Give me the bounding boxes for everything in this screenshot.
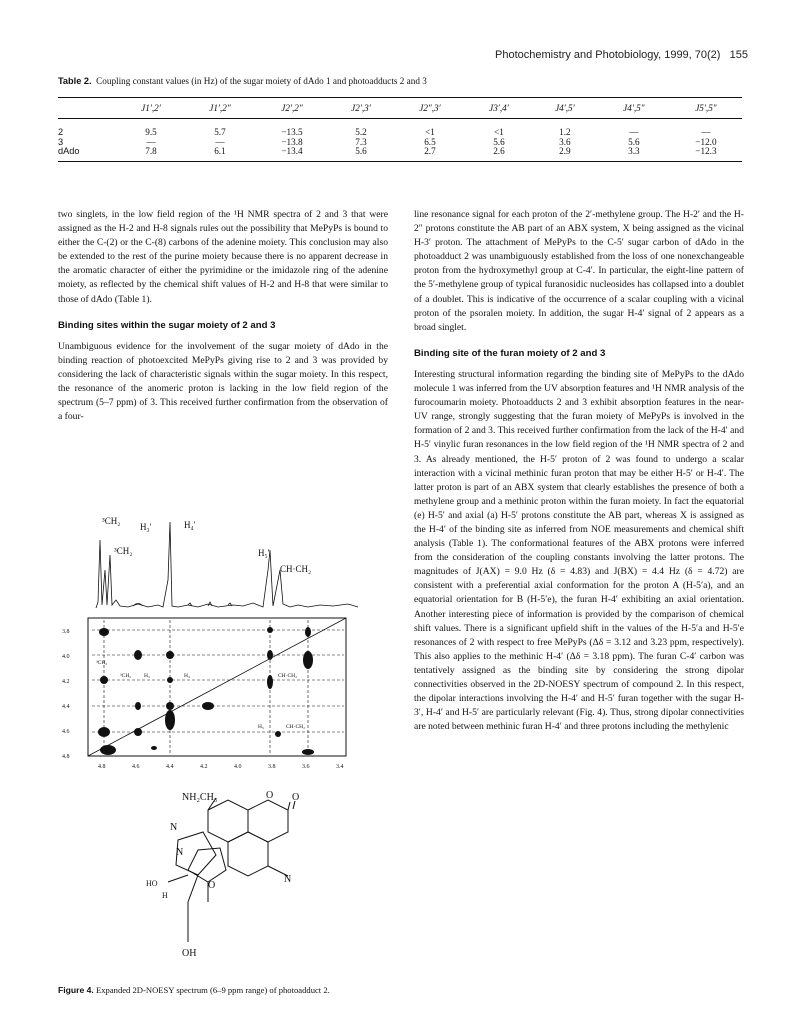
- structure-atom-label: HO: [146, 879, 158, 888]
- table-cell: 1.2: [559, 127, 571, 137]
- x-tick-label: 3.4: [336, 764, 344, 770]
- table-bottom-rule: [58, 161, 742, 162]
- table-cell: 5.7: [214, 127, 226, 137]
- table-caption-text: Coupling constant values (in Hz) of the sugar moiety of dAdo 1 and photoadducts 2 and 3: [96, 76, 427, 86]
- y-tick-label: 4.8: [62, 754, 70, 760]
- table-cell: <1: [494, 127, 504, 137]
- peak-label: ³CH₂: [102, 516, 121, 526]
- peak-label: CH·CH₂: [280, 564, 312, 574]
- y-axis-ticks: [62, 629, 70, 760]
- section-heading: Binding sites within the sugar moiety of 2 and 3: [58, 319, 276, 331]
- table-header-cell: J3′,4′: [489, 103, 509, 114]
- noesy-figure: [58, 510, 388, 980]
- row-label: dAdo: [58, 146, 80, 156]
- peak-label: H₃′: [140, 522, 152, 532]
- x-tick-label: 4.2: [200, 764, 208, 770]
- table-cell: 5.6: [628, 136, 640, 147]
- table-cell: 2.6: [493, 146, 505, 156]
- spectrum-peak-labels: [102, 516, 311, 574]
- journal-citation: Photochemistry and Photobiology, 1999, 70(2): [495, 49, 721, 61]
- table-header-cell: J2′,2″: [281, 103, 303, 114]
- contour-inner-labels: [96, 660, 305, 730]
- projection-spectrum: [96, 522, 358, 608]
- running-head: [495, 49, 748, 61]
- structure-atom-label: N: [176, 847, 184, 858]
- table-cell: −13.4: [281, 146, 303, 156]
- table-header-cell: J2′,3′: [351, 103, 371, 114]
- structure-atom-label: NH₂CH₃: [182, 792, 218, 803]
- table-cell: −12.0: [695, 136, 717, 147]
- table-cell: —: [629, 127, 639, 137]
- table-cell: 2.9: [559, 146, 571, 156]
- peak-label: H₅′: [258, 548, 270, 558]
- chemical-structure: [168, 798, 295, 942]
- table-cell: −13.8: [281, 136, 303, 147]
- left-column: [58, 208, 388, 430]
- table-header-cell: J4′,5′: [555, 103, 575, 114]
- cross-peaks: [98, 627, 314, 755]
- structure-atom-label: N: [284, 874, 292, 885]
- structure-labels: [146, 790, 299, 959]
- y-tick-label: 4.4: [62, 704, 70, 710]
- table-cell: —: [146, 136, 156, 147]
- contour-label: ³CH₂: [96, 660, 108, 666]
- x-tick-label: 4.4: [166, 764, 174, 770]
- x-tick-label: 4.6: [132, 764, 140, 770]
- page-number: 155: [729, 49, 748, 61]
- table-row: [58, 147, 742, 157]
- structure-atom-label: N: [170, 822, 178, 833]
- table-cell: —: [215, 136, 225, 147]
- y-tick-label: 4.6: [62, 729, 70, 735]
- table-cell: <1: [425, 127, 435, 137]
- row-label: 3: [58, 136, 64, 147]
- table-cell: 3.3: [628, 146, 640, 156]
- table-cell: 6.5: [424, 136, 436, 147]
- table-caption: [58, 76, 427, 86]
- y-tick-label: 4.0: [62, 654, 70, 660]
- body-paragraph: line resonance signal for each proton of the 2′-methylene group. The H-2′ and the H-2″ protons constitute the AB part of an ABX system, X being assigned as the vicinal H-3′ proton. The attachment of MePyPs to the C-5′ sugar carbon of dAdo in the photoadduct 2 was unambiguously established from the loss of one nonexchangeable proton from the hydroxymethyl group at C-4′. In particular, the eight-line pattern of the 5′-methylene group of typical furanosidic nucleosides has collapsed into a doublet of a doublet. This is indicative of the occurrence of a scalar coupling with a vicinal proton of the psoralen moiety. In addition, the sugar H-4′ signal of 2 appears as a broad singlet.: [414, 209, 744, 333]
- body-paragraph: Unambiguous evidence for the involvement of the sugar moiety of dAdo in the binding reaction of photoexcited MePyPs giving rise to 2 and 3 was provided by considering the lack of characteristic signals within the sugar moiety. In this respect, the resonance of the anomeric proton is lacking in the low field region of the spectrum (5–7 ppm) of 3. This received further confirmation from the observation of a four-: [58, 340, 388, 423]
- table-corner-cell: [58, 100, 118, 118]
- contour-label: H₅: [258, 724, 264, 730]
- peak-label: H₄′: [184, 520, 196, 530]
- structure-atom-label: O: [266, 790, 274, 801]
- figure-caption: [58, 985, 388, 996]
- table-label: Table 2.: [58, 76, 92, 86]
- structure-atom-label: H: [162, 891, 168, 900]
- y-tick-label: 4.2: [62, 679, 70, 685]
- table-cell: 2.7: [424, 146, 436, 156]
- table-header-cell: J4′,5″: [623, 103, 645, 114]
- table-cell: 5.6: [493, 136, 505, 147]
- table-top-rule: [58, 97, 742, 98]
- x-axis-ticks: [98, 764, 344, 770]
- contour-label: CH·CH₂: [278, 673, 298, 679]
- x-tick-label: 4.8: [98, 764, 106, 770]
- body-paragraph: two singlets, in the low field region of the ¹H NMR spectra of 2 and 3 that were assigned as the H-2 and H-8 signals rules out the possibility that MePyPs is bound to either the C-(2) or the C-(8) carbons of the adenine moiety. This conclusion may also be extended to the rest of the purine moiety because there is no apparent decrease in the aromatic character of either the pyrimidine or the imidazole ring of the adenine moiety, as reflected by the chemical shift values of H-2 and H-8 that were similar to those of dAdo (Table 1).: [58, 209, 388, 305]
- body-paragraph: Interesting structural information regarding the binding site of MePyPs to the dAdo molecule 1 was inferred from the UV absorption features and ¹H NMR analysis of the furocoumarin moiety. Photoadducts 2 and 3 exhibit absorption features in the near-UV range, strongly suggesting that the furan moiety of MePyPs is involved in the formation of 2 and 3. This received further confirmation from the lack of the H-4′ and H-5′ vinylic furan resonances in the low field region of the ¹H NMR spectra of 2 and 3. As already mentioned, the H-5′ proton of 2 was found to undergo a scalar interaction with a vicinal methinic furan proton that may be either H-5′ or H-4′. The latter proton is part of an ABX system that clearly establishes the presence of both a methylene group and a methinic proton within the furan moiety. In fact the equatorial (e) H-5′ and axial (a) H-5′ protons constitute the AB part, whereas X is assigned as the H-4′ of the binding site as inferred from NOE measurements and chemical shift analysis (Table 1). The conformational features of the ABX protons were inferred from the consideration of the coupling constants involving the latter protons. The magnitudes of J(AX) = 9.0 Hz (δ = 4.83) and J(BX) = 4.4 Hz (δ = 4.72) are consistent with a preferential axial conformation for the proton A (H-5′a), and an equatorial orientation for B (H-5′e), the furan H-4′ exhibiting an axial orientation. Another interesting piece of information is provided by the comparison of chemical shift values. There is a significant upfield shift in the values of the H-5′a and H-5′e resonances of 2 with respect to free MePyPs (Δδ = 3.12 and 3.23 ppm, respectively). This also applies to the methinic H-4′ (Δδ = 3.18 ppm). The furan C-4′ carbon was tentatively assigned as the binding site by considering the strong dipolar connectivities observed in the 2D-NOESY spectrum of compound 2. In this respect, the dipolar interactions involving the H-4′ and H-5′ furan together with the sugar H-3′, H-4′ and H-5′ are particularly relevant (Fig. 4). Thus, strong dipolar connectivities are noted between methinic furan H-4′ and three protons including the methylenic: [414, 368, 744, 733]
- contour-label: H₄: [184, 673, 190, 679]
- x-tick-label: 3.6: [302, 764, 310, 770]
- table-cell: 7.8: [145, 146, 157, 156]
- structure-atom-label: O: [292, 792, 300, 803]
- table-header-cell: J1′,2′: [141, 103, 161, 114]
- table-cell: −13.5: [281, 127, 303, 137]
- figure-label: Figure 4.: [58, 985, 94, 995]
- table-cell: 9.5: [145, 127, 157, 137]
- structure-atom-label: O: [208, 880, 216, 891]
- diagonal-line: [88, 618, 346, 756]
- table-cell: 6.1: [214, 146, 226, 156]
- structure-atom-label: OH: [182, 948, 197, 959]
- table-cell: 5.6: [355, 146, 367, 156]
- row-label: 2: [58, 127, 64, 137]
- figure-caption-text: Expanded 2D-NOESY spectrum (6–9 ppm range) of photoadduct 2.: [95, 985, 330, 995]
- x-tick-label: 3.8: [268, 764, 276, 770]
- table-header-rule: [58, 118, 742, 119]
- contour-label: CH·CH₂: [286, 724, 306, 730]
- right-column: [414, 208, 744, 740]
- table-cell: 7.3: [355, 136, 367, 147]
- contour-label: ³CH₂: [120, 673, 132, 679]
- contour-label: H₃: [144, 673, 150, 679]
- y-tick-label: 3.8: [62, 629, 70, 635]
- table-cell: 5.2: [355, 127, 367, 137]
- table-header-row: [58, 100, 742, 118]
- peak-label: ³CH₂: [114, 546, 133, 556]
- coupling-constant-table: [58, 100, 742, 157]
- section-heading: Binding site of the furan moiety of 2 and 3: [414, 347, 606, 359]
- table-cell: —: [701, 127, 711, 137]
- table-cell: −12.3: [695, 146, 717, 156]
- table-header-cell: J2″,3′: [419, 103, 441, 114]
- table-header-cell: J5′,5″: [695, 103, 717, 114]
- x-tick-label: 4.0: [234, 764, 242, 770]
- table-cell: 3.6: [559, 136, 571, 147]
- table-header-cell: J1′,2″: [209, 103, 231, 114]
